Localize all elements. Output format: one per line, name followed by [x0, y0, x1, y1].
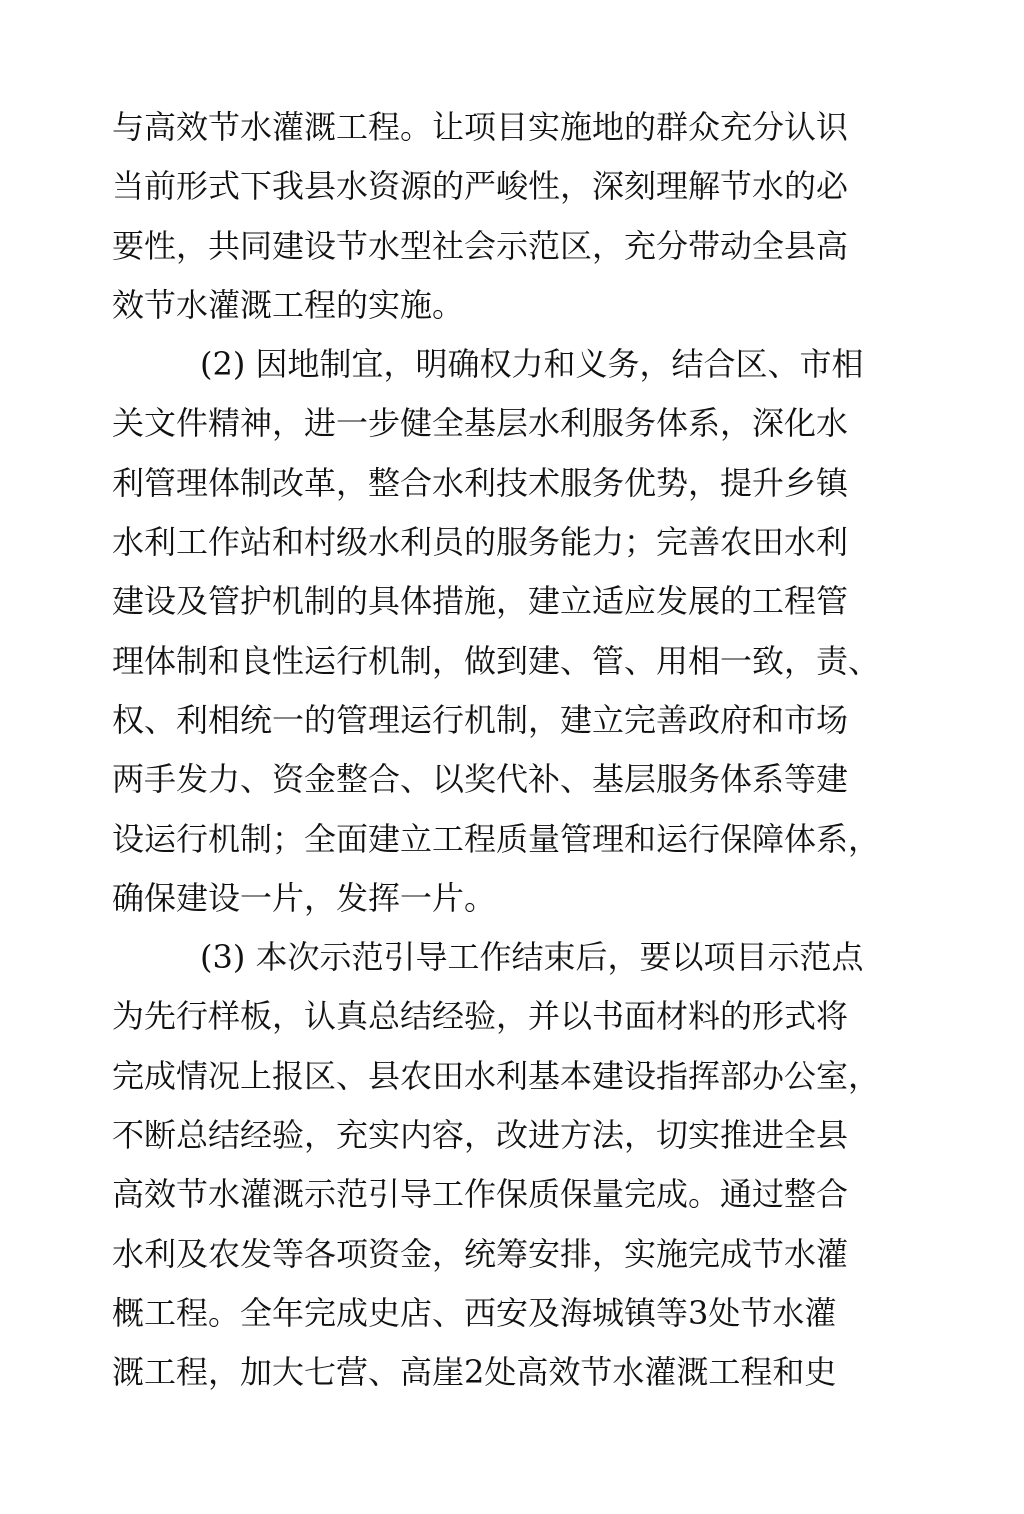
text-line: 效节水灌溉工程的实施。	[112, 285, 465, 324]
text-line: 完成情况上报区、县农田水利基本建设指挥部办公室，	[112, 1056, 881, 1095]
text-line: 概工程。全年完成史店、西安及海城镇等3处节水灌	[112, 1293, 837, 1332]
text-line: 建设及管护机制的具体措施，建立适应发展的工程管	[112, 582, 849, 621]
text-line: 当前形式下我县水资源的严峻性，深刻理解节水的必	[112, 167, 849, 206]
text-line: 不断总结经验，充实内容，改进方法，切实推进全县	[112, 1116, 849, 1155]
text-line: 两手发力、资金整合、以奖代补、基层服务体系等建	[112, 760, 849, 799]
text-line: 高效节水灌溉示范引导工作保质保量完成。通过整合	[112, 1175, 849, 1214]
text-line: 利管理体制改革，整合水利技术服务优势，提升乡镇	[112, 463, 849, 502]
body-text	[112, 98, 892, 1403]
text-line: 理体制和良性运行机制，做到建、管、用相一致，责、	[112, 641, 881, 680]
text-line: 要性，共同建设节水型社会示范区，充分带动全县高	[112, 226, 849, 265]
paragraph-2-first-line: (2) 因地制宜，明确权力和义务，结合区、市相	[200, 345, 864, 384]
text-line: 与高效节水灌溉工程。让项目实施地的群众充分认识	[112, 108, 849, 146]
text-line: 溉工程，加大七营、高崖2处高效节水灌溉工程和史	[112, 1353, 837, 1392]
text-line: 水利工作站和村级水利员的服务能力；完善农田水利	[112, 523, 849, 562]
text-line: 设运行机制；全面建立工程质量管理和运行保障体系，	[112, 819, 881, 858]
text-line: 确保建设一片，发挥一片。	[112, 878, 497, 917]
text-line: 权、利相统一的管理运行机制，建立完善政府和市场	[112, 700, 849, 739]
text-line: 为先行样板，认真总结经验，并以书面材料的形式将	[112, 997, 849, 1036]
paragraph-3-first-line: (3) 本次示范引导工作结束后，要以项目示范点	[200, 938, 864, 977]
text-line: 关文件精神，进一步健全基层水利服务体系，深化水	[112, 404, 849, 443]
text-line: 水利及农发等各项资金，统筹安排，实施完成节水灌	[112, 1234, 849, 1273]
